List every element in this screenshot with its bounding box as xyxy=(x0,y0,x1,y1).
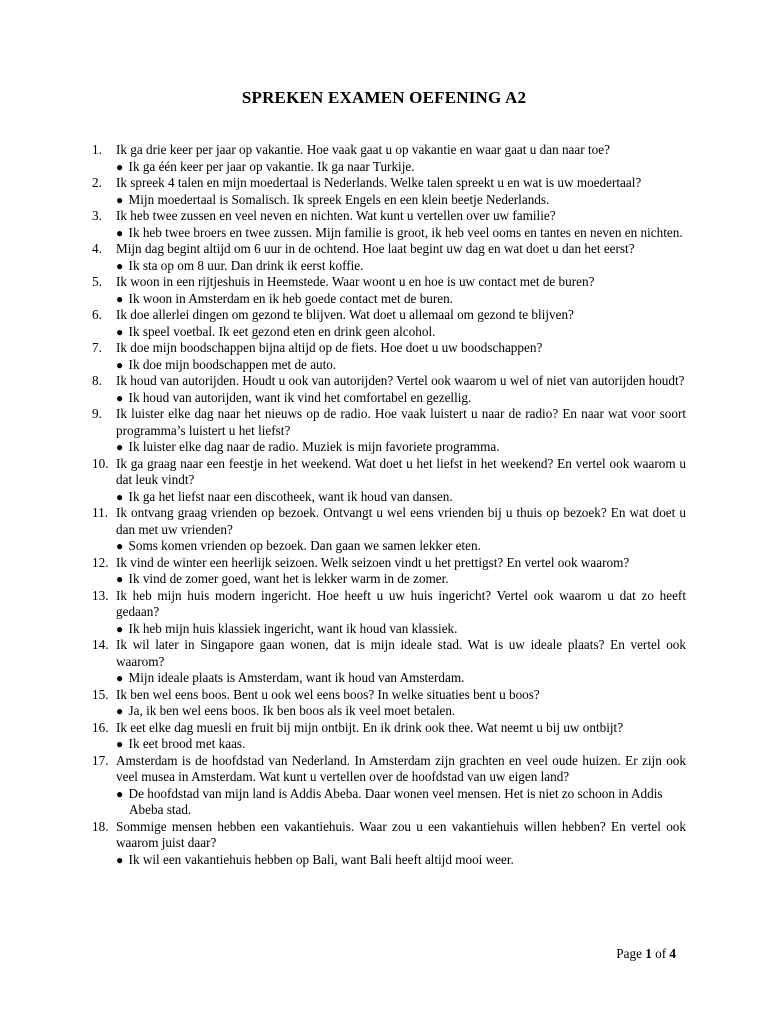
question-text: Ik woon in een rijtjeshuis in Heemstede. Waar woont u en hoe is uw contact met de buren? xyxy=(116,274,595,289)
bullet-icon: ● xyxy=(116,704,124,718)
bullet-icon: ● xyxy=(116,572,124,586)
answer-text: Ik heb twee broers en twee zussen. Mijn familie is groot, ik heb veel ooms en tantes en neven en nichten. xyxy=(128,224,683,240)
item-number: 1. xyxy=(92,142,102,157)
question-text: Ik eet elke dag muesli en fruit bij mijn ontbijt. En ik drink ook thee. Wat neemt u bij uw ontbijt? xyxy=(116,719,624,735)
answer xyxy=(116,390,686,407)
question-text: Ik ga drie keer per jaar op vakantie. Hoe vaak gaat u op vakantie en waar gaat u dan naar toe? xyxy=(116,142,610,157)
answer-text: Ik doe mijn boodschappen met de auto. xyxy=(128,356,337,372)
list-item xyxy=(92,142,686,175)
item-number: 15. xyxy=(92,686,109,702)
list-item xyxy=(92,208,686,241)
list-item xyxy=(92,720,686,753)
question-text: Ik ontvang graag vrienden op bezoek. Ontvangt u wel eens vrienden bij u thuis op bezoek? En wat doet u dan met uw vrienden? xyxy=(116,505,686,537)
item-number: 8. xyxy=(92,373,102,388)
answer-text: Ik wil een vakantiehuis hebben op Bali, want Bali heeft altijd mooi weer. xyxy=(128,851,514,867)
item-number: 7. xyxy=(92,340,102,355)
question-text: Mijn dag begint altijd om 6 uur in de ochtend. Hoe laat begint uw dag en wat doet u dan het eerst? xyxy=(116,241,635,256)
question-text: Ik luister elke dag naar het nieuws op de radio. Hoe vaak luistert u naar de radio? En naar wat voor soort programma’s luistert u het liefst? xyxy=(116,406,686,438)
list-item xyxy=(92,406,686,456)
item-number: 14. xyxy=(92,637,109,652)
answer-text: Ik heb mijn huis klassiek ingericht, want ik houd van klassiek. xyxy=(128,620,458,636)
answer xyxy=(116,192,686,209)
answer xyxy=(116,357,686,374)
bullet-icon: ● xyxy=(116,258,124,273)
answer-text: Ik eet brood met kaas. xyxy=(128,736,246,751)
bullet-icon: ● xyxy=(116,324,124,339)
item-number: 3. xyxy=(92,208,102,223)
bullet-icon: ● xyxy=(116,489,124,504)
page-word: Page xyxy=(616,946,642,961)
bullet-icon: ● xyxy=(116,192,124,207)
question-text: Ik heb twee zussen en veel neven en nichten. Wat kunt u vertellen over uw familie? xyxy=(116,208,556,223)
item-number: 17. xyxy=(92,752,109,768)
question-text: Ik doe mijn boodschappen bijna altijd op de fiets. Hoe doet u uw boodschappen? xyxy=(116,340,543,355)
item-number: 10. xyxy=(92,455,109,471)
item-number: 4. xyxy=(92,241,102,256)
list-item xyxy=(92,307,686,340)
item-number: 18. xyxy=(92,818,109,834)
bullet-icon: ● xyxy=(116,671,124,685)
answer xyxy=(116,489,686,506)
list-item xyxy=(92,637,686,687)
answer xyxy=(116,736,686,753)
answer-text: Mijn moedertaal is Somalisch. Ik spreek Engels en een klein beetje Nederlands. xyxy=(128,191,550,207)
item-number: 2. xyxy=(92,175,102,190)
page-title: SPREKEN EXAMEN OEFENING A2 xyxy=(241,88,527,107)
list-item xyxy=(92,373,686,406)
answer-text: Ik houd van autorijden, want ik vind het comfortabel en gezellig. xyxy=(128,389,472,405)
answer xyxy=(116,703,686,720)
answer xyxy=(116,439,686,456)
of-word: of xyxy=(655,946,667,961)
bullet-icon: ● xyxy=(116,159,124,174)
list-item xyxy=(92,241,686,274)
question-text: Ik ben wel eens boos. Bent u ook wel eens boos? In welke situaties bent u boos? xyxy=(116,686,540,702)
bullet-icon: ● xyxy=(116,786,124,801)
bullet-icon: ● xyxy=(116,291,124,306)
page-number: 1 xyxy=(645,946,652,961)
list-item xyxy=(92,819,686,869)
answer xyxy=(116,621,686,638)
answer xyxy=(116,670,686,687)
answer xyxy=(116,571,686,588)
list-item xyxy=(92,753,686,819)
list-item xyxy=(92,340,686,373)
answer-text: Ik vind de zomer goed, want het is lekker warm in de zomer. xyxy=(128,571,449,586)
bullet-icon: ● xyxy=(116,852,124,867)
list-item xyxy=(92,456,686,506)
answer-text: Ik luister elke dag naar de radio. Muziek is mijn favoriete programma. xyxy=(128,439,500,454)
list-item xyxy=(92,588,686,638)
answer-text: Ik woon in Amsterdam en ik heb goede contact met de buren. xyxy=(128,290,454,306)
list-item xyxy=(92,274,686,307)
page-total: 4 xyxy=(669,946,676,961)
list-item xyxy=(92,555,686,588)
answer xyxy=(116,852,686,869)
answer-text: Ik speel voetbal. Ik eet gezond eten en drink geen alcohol. xyxy=(128,323,436,339)
item-number: 12. xyxy=(92,554,109,570)
question-text: Ik houd van autorijden. Houdt u ook van autorijden? Vertel ook waarom u wel of niet van autorijden houdt? xyxy=(116,373,685,388)
bullet-icon: ● xyxy=(116,737,124,751)
question-text: Ik ga graag naar een feestje in het weekend. Wat doet u het liefst in het weekend? En vertel ook waarom u dat leuk vindt? xyxy=(116,455,686,487)
answer xyxy=(116,324,686,341)
question-text: Ik heb mijn huis modern ingericht. Hoe heeft u uw huis ingericht? Vertel ook waarom u dat zo heeft gedaan? xyxy=(116,587,686,619)
bullet-icon: ● xyxy=(116,539,124,553)
answer xyxy=(116,225,686,242)
item-number: 13. xyxy=(92,587,109,603)
item-number: 11. xyxy=(92,505,108,520)
page-footer xyxy=(616,946,676,962)
item-number: 6. xyxy=(92,307,102,322)
answer-text: Ja, ik ben wel eens boos. Ik ben boos als ik veel moet betalen. xyxy=(128,703,456,718)
answer xyxy=(116,291,686,308)
bullet-icon: ● xyxy=(116,390,124,405)
answer xyxy=(116,786,686,819)
item-number: 16. xyxy=(92,719,109,735)
question-text: Sommige mensen hebben een vakantiehuis. Waar zou u een vakantiehuis willen hebben? En vertel ook waarom juist daar? xyxy=(116,818,686,850)
bullet-icon: ● xyxy=(116,225,124,240)
list-item xyxy=(92,505,686,555)
question-list xyxy=(92,142,686,868)
question-text: Ik doe allerlei dingen om gezond te blijven. Wat doet u allemaal om gezond te blijven? xyxy=(116,307,574,322)
question-text: Ik spreek 4 talen en mijn moedertaal is Nederlands. Welke talen spreekt u en wat is uw moedertaal? xyxy=(116,175,642,190)
list-item xyxy=(92,687,686,720)
answer-text: De hoofdstad van mijn land is Addis Abeba. Daar wonen veel mensen. Het is niet zo schoon in Addis Abeba stad. xyxy=(128,785,663,817)
item-number: 5. xyxy=(92,274,102,289)
answer-text: Soms komen vrienden op bezoek. Dan gaan we samen lekker eten. xyxy=(128,538,481,553)
answer-text: Ik ga het liefst naar een discotheek, want ik houd van dansen. xyxy=(128,488,453,504)
question-text: Ik wil later in Singapore gaan wonen, dat is mijn ideale stad. Wat is uw ideale plaats? En vertel ook waarom? xyxy=(116,637,686,669)
answer xyxy=(116,258,686,275)
bullet-icon: ● xyxy=(116,440,124,454)
answer-text: Ik sta op om 8 uur. Dan drink ik eerst koffie. xyxy=(128,257,364,273)
list-item xyxy=(92,175,686,208)
answer-text: Ik ga één keer per jaar op vakantie. Ik ga naar Turkije. xyxy=(128,158,415,174)
answer xyxy=(116,159,686,176)
bullet-icon: ● xyxy=(116,621,124,636)
item-number: 9. xyxy=(92,406,102,421)
bullet-icon: ● xyxy=(116,357,124,372)
answer xyxy=(116,538,686,555)
answer-text: Mijn ideale plaats is Amsterdam, want ik houd van Amsterdam. xyxy=(128,670,465,685)
question-text: Ik vind de winter een heerlijk seizoen. Welk seizoen vindt u het prettigst? En vertel ook waarom? xyxy=(116,554,630,570)
question-text: Amsterdam is de hoofdstad van Nederland. In Amsterdam zijn grachten en veel oude huizen. Er zijn ook veel musea in Amsterdam. Wat kunt u vertellen over de hoofdstad van uw eigen land? xyxy=(116,752,686,784)
